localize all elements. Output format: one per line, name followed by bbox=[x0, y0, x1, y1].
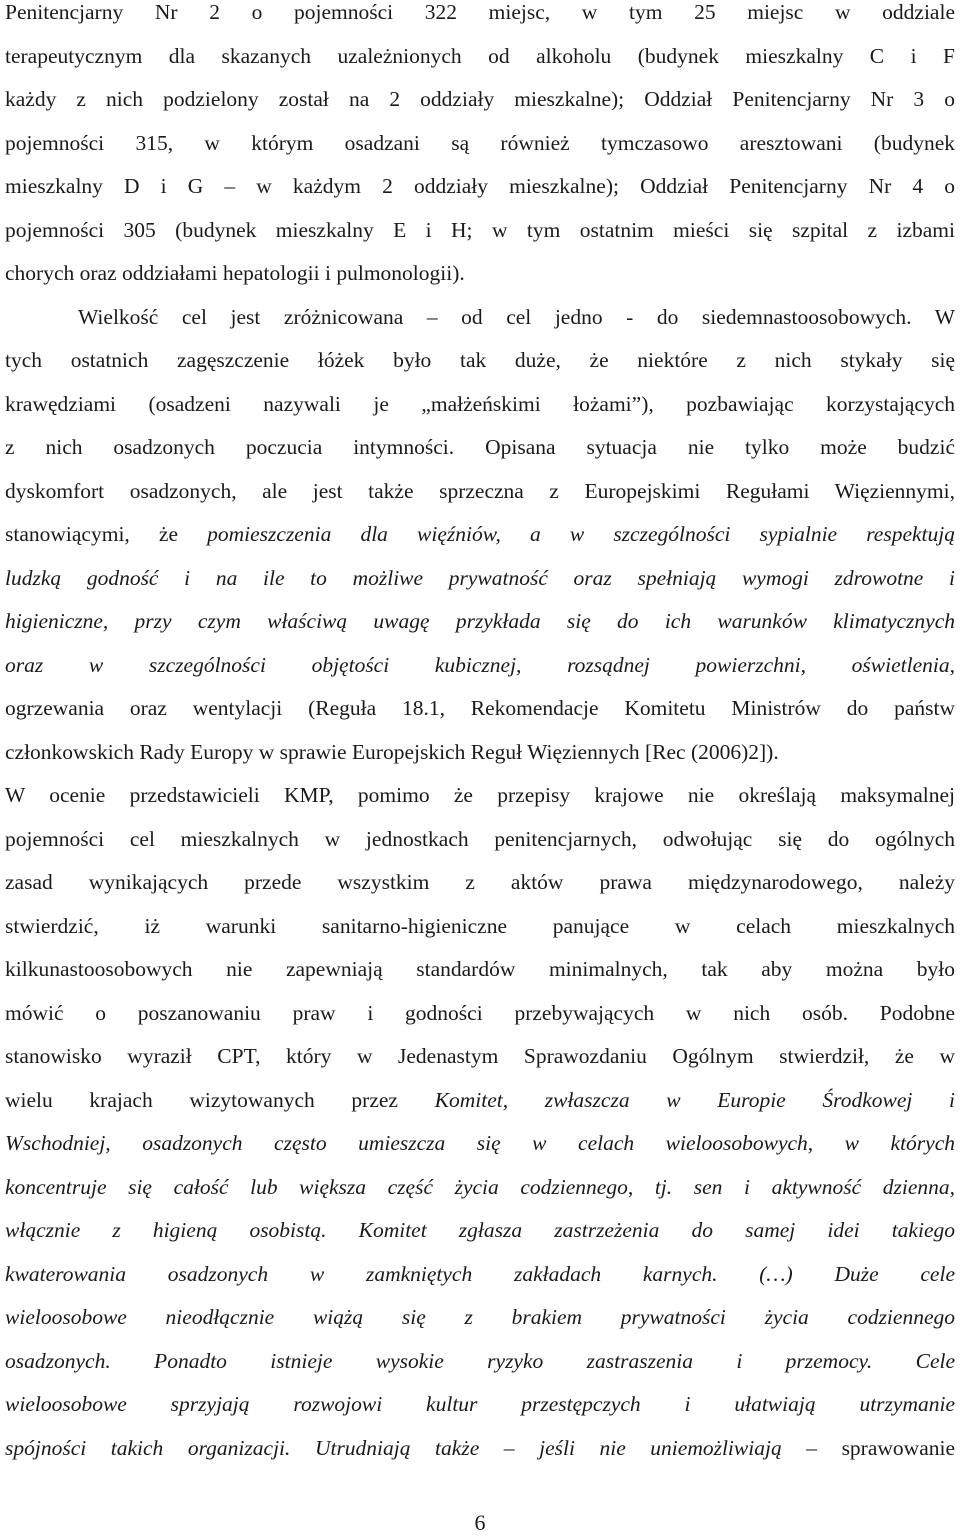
text-span: mieszkalny D i G – w każdym 2 oddziały mieszkalne); Oddział Penitencjarny Nr 4 o bbox=[5, 174, 955, 198]
text-line bbox=[5, 563, 955, 593]
italic-text: Komitet, zwłaszcza w Europie Środkowej i bbox=[434, 1087, 955, 1112]
text-span: kilkunastoosobowych nie zapewniają standardów minimalnych, tak aby można było bbox=[5, 957, 955, 981]
text-span: krawędziami (osadzeni nazywali je „małżeńskimi łożami”), pozbawiając korzystających bbox=[5, 391, 955, 416]
text-line bbox=[5, 650, 955, 680]
text-line bbox=[5, 954, 955, 984]
text-line bbox=[5, 1085, 955, 1115]
text-line bbox=[5, 215, 955, 245]
text-span: mówić o poszanowaniu praw i godności przebywających w nich osób. Podobne bbox=[5, 1000, 955, 1025]
text-line bbox=[5, 1215, 955, 1245]
text-line bbox=[5, 128, 955, 158]
text-span: każdy z nich podzielony został na 2 oddziały mieszkalne); Oddział Penitencjarny Nr 3 o bbox=[5, 87, 955, 111]
italic-text: pomieszczenia dla więźniów, a w szczególności sypialnie respektują bbox=[207, 522, 955, 546]
italic-text: higieniczne, przy czym właściwą uwagę przykłada się do ich warunków klimatycznych bbox=[5, 609, 955, 633]
text-line bbox=[5, 1346, 955, 1376]
text-line bbox=[5, 389, 955, 419]
italic-text: kwaterowania osadzonych w zamkniętych zakładach karnych. (…) Duże cele bbox=[5, 1261, 955, 1286]
text-span: członkowskich Rady Europy w sprawie Europejskich Reguł Więziennych [Rec (2006)2]). bbox=[5, 739, 779, 764]
text-span: pojemności 305 (budynek mieszkalny E i H; w tym ostatnim mieści się szpital z izbami bbox=[5, 217, 955, 242]
text-line bbox=[5, 1172, 955, 1202]
text-span: dyskomfort osadzonych, ale jest także sprzeczna z Europejskimi Regułami Więziennymi, bbox=[5, 478, 955, 503]
text-line bbox=[5, 1433, 955, 1463]
text-line bbox=[5, 737, 955, 767]
text-span: ogrzewania oraz wentylacji (Reguła 18.1, Rekomendacje Komitetu Ministrów do państw bbox=[5, 696, 955, 720]
text-line bbox=[5, 171, 955, 201]
text-line bbox=[5, 911, 955, 941]
italic-text: Wschodniej, osadzonych często umieszcza się w celach wieloosobowych, w których bbox=[5, 1131, 955, 1155]
text-line bbox=[5, 1259, 955, 1289]
text-span: z nich osadzonych poczucia intymności. Opisana sytuacja nie tylko może budzić bbox=[5, 435, 955, 459]
text-span: stanowisko wyraził CPT, który w Jedenastym Sprawozdaniu Ogólnym stwierdził, że w bbox=[5, 1044, 955, 1068]
italic-text: wieloosobowe nieodłącznie wiążą się z brakiem prywatności życia codziennego bbox=[5, 1305, 955, 1329]
text-span: W ocenie przedstawicieli KMP, pomimo że przepisy krajowe nie określają maksymalnej bbox=[5, 783, 955, 807]
italic-text: osadzonych. Ponadto istnieje wysokie ryzyko zastraszenia i przemocy. Cele bbox=[5, 1348, 955, 1373]
text-line bbox=[5, 1128, 955, 1158]
text-line bbox=[5, 998, 955, 1028]
italic-text: oraz w szczególności objętości kubicznej, rozsądnej powierzchni, oświetlenia, bbox=[5, 652, 955, 677]
text-span: tych ostatnich zagęszczenie łóżek było tak duże, że niektóre z nich stykały się bbox=[5, 348, 955, 372]
text-span: stanowiącymi, że bbox=[5, 522, 208, 546]
italic-text: włącznie z higieną osobistą. Komitet zgłasza zastrzeżenia do samej idei takiego bbox=[5, 1218, 955, 1242]
text-span: sprawowanie bbox=[817, 1435, 955, 1460]
text-line bbox=[5, 84, 955, 114]
text-line bbox=[5, 1389, 955, 1419]
text-line bbox=[5, 432, 955, 462]
text-line bbox=[5, 519, 955, 549]
text-line bbox=[5, 1302, 955, 1332]
text-span: terapeutycznym dla skazanych uzależnionych od alkoholu (budynek mieszkalny C i F bbox=[5, 43, 955, 68]
text-line bbox=[5, 693, 955, 723]
text-span: Wielkość cel jest zróżnicowana – od cel jedno - do siedemnastoosobowych. W bbox=[78, 304, 955, 329]
text-line bbox=[78, 302, 955, 332]
text-span: pojemności cel mieszkalnych w jednostkach penitencjarnych, odwołując się do ogólnych bbox=[5, 826, 955, 851]
text-line bbox=[5, 824, 955, 854]
text-span: stwierdzić, iż warunki sanitarno-higieniczne panujące w celach mieszkalnych bbox=[5, 913, 955, 938]
text-span: chorych oraz oddziałami hepatologii i pulmonologii). bbox=[5, 261, 465, 285]
italic-text: koncentruje się całość lub większa część życia codziennego, tj. sen i aktywność dzienna, bbox=[5, 1174, 955, 1199]
italic-text: ludzką godność i na ile to możliwe prywatność oraz spełniają wymogi zdrowotne i bbox=[5, 565, 955, 590]
page-number: 6 bbox=[474, 1510, 486, 1535]
italic-text: spójności takich organizacji. Utrudniają także – jeśli nie uniemożliwiają – bbox=[5, 1435, 818, 1460]
text-span: pojemności 315, w którym osadzani są również tymczasowo aresztowani (budynek bbox=[5, 130, 955, 155]
text-line bbox=[5, 0, 955, 27]
text-line bbox=[5, 41, 955, 71]
text-span: wielu krajach wizytowanych przez bbox=[5, 1087, 435, 1112]
text-line bbox=[5, 1041, 955, 1071]
text-line bbox=[5, 258, 955, 288]
text-line bbox=[5, 867, 955, 897]
text-span: zasad wynikających przede wszystkim z aktów prawa międzynarodowego, należy bbox=[5, 870, 955, 894]
text-line bbox=[5, 345, 955, 375]
text-line bbox=[5, 780, 955, 810]
italic-text: wieloosobowe sprzyjają rozwojowi kultur przestępczych i ułatwiają utrzymanie bbox=[5, 1392, 955, 1416]
text-span: Penitencjarny Nr 2 o pojemności 322 miejsc, w tym 25 miejsc w oddziale bbox=[5, 0, 955, 24]
text-line bbox=[5, 476, 955, 506]
text-line bbox=[5, 606, 955, 636]
